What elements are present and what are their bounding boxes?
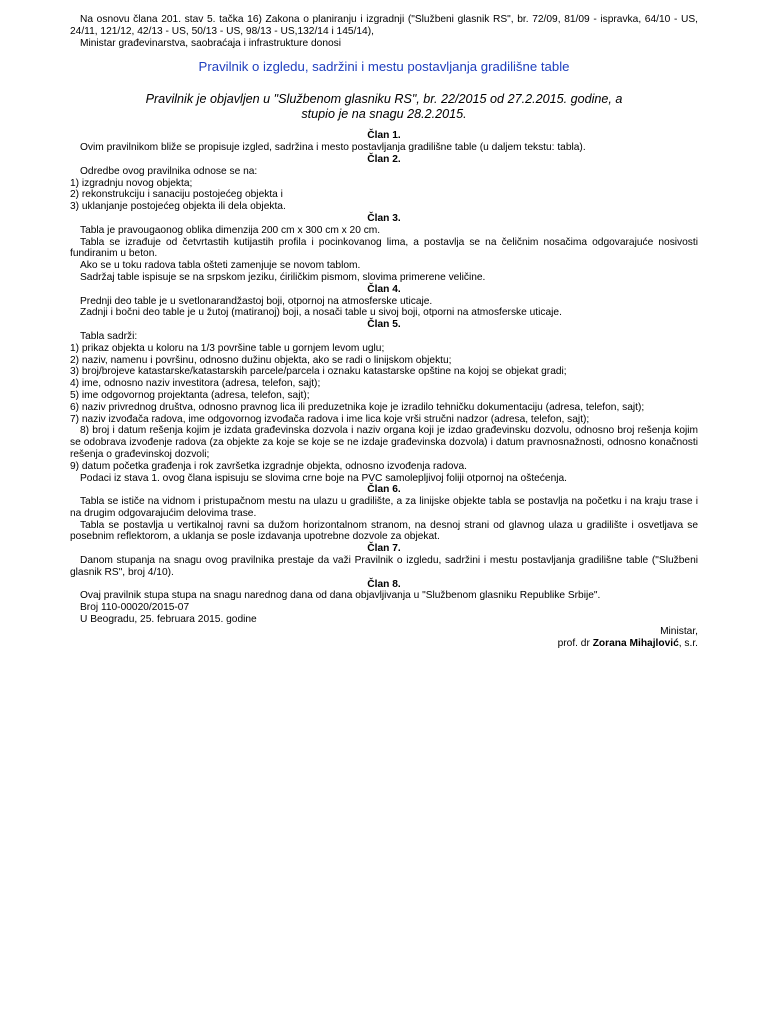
article-paragraph: 2) naziv, namenu i površinu, odnosno dužinu objekta, ako se radi o linijskom objektu; [70,354,452,366]
article-paragraph: Broj 110-00020/2015-07 [80,602,190,614]
article-paragraph: Zadnji i bočni deo table je u žutoj (matiranoj) boji, a nosači table u sivoj boji, otporni na atmosferske uticaje. [80,307,562,319]
article-paragraph: 8) broj i datum rešenja kojim je izdata građevinska dozvola i naziv organa koji je izdao građevinsku dozvolu, odnosno broj rešenja kojim se odobrava izvođenje radova (za objekte za koje se koje se ne izdaje građevinska dozvola) i datum pravnosnažnosti, odnosno konačnosti rešenja o građevinskoj dozvoli; [70,425,698,460]
preamble-legal-basis: Na osnovu člana 201. stav 5. tačka 16) Zakona o planiranju i izgradnji ("Službeni glasnik RS", br. 72/09, 81/09 - ispravka, 64/10 - US, 24/11, 121/12, 42/13 - US, 50/13 - US, 98/13 - US,132/14 i 145/14), [70,14,698,37]
document-body [70,14,698,649]
article-paragraph: 3) broj/brojeve katastarske/katastarskih parcele/parcela i oznaku katastarske opštine na kojoj se objekat gradi; [70,366,567,378]
article-paragraph: Ovim pravilnikom bliže se propisuje izgled, sadržina i mesto postavljanja gradilišne table (u daljem tekstu: tabla). [80,142,586,154]
article-paragraph: U Beogradu, 25. februara 2015. godine [80,614,257,626]
publication-note: Pravilnik je objavljen u "Službenom glasniku RS", br. 22/2015 od 27.2.2015. godine, a stupio je na snagu 28.2.2015. [145,92,623,122]
article-paragraph: Sadržaj table ispisuje se na srpskom jeziku, ćiriličkim pismom, slovima primerene veličine. [80,271,486,283]
article-paragraph: Tabla se ističe na vidnom i pristupačnom mestu na ulazu u gradilište, a za linijske objekte tabla se postavlja na početku i na kraju trase i na drugim odgovarajućim delovima trase. [70,496,698,519]
article-heading: Član 2. [367,153,401,165]
article-paragraph: Odredbe ovog pravilnika odnose se na: [80,165,258,177]
signature-prefix: prof. dr [557,637,593,649]
article-heading: Član 3. [367,212,401,224]
article-heading: Član 1. [367,130,401,142]
articles-container [70,130,698,625]
article-heading: Član 5. [367,319,401,331]
preamble-issuer: Ministar građevinarstva, saobraćaja i infrastrukture donosi [80,37,342,49]
signature-name: Zorana Mihajlović [592,637,679,649]
article-paragraph: 3) uklanjanje postojećeg objekta ili dela objekta. [70,201,286,213]
document-title: Pravilnik o izgledu, sadržini i mestu postavljanja gradilišne table [198,59,570,75]
article-paragraph: Podaci iz stava 1. ovog člana ispisuju se slovima crne boje na PVC samolepljivoj foliji otpornoj na oštećenja. [80,472,567,484]
article-paragraph: 2) rekonstrukciju i sanaciju postojećeg objekta i [70,189,283,201]
article-paragraph: Ako se u toku radova tabla ošteti zamenjuje se novom tablom. [80,260,361,272]
article-paragraph: Danom stupanja na snagu ovog pravilnika prestaje da važi Pravilnik o izgledu, sadržini i mestu postavljanja gradilišne table ("Službeni glasnik RS", broj 4/10). [70,555,698,578]
article-paragraph: 7) naziv izvođača radova, ime odgovornog izvođača radova i ime lica koje vrši stručni nadzor (adresa, telefon, sajt); [70,413,590,425]
article-paragraph: 1) prikaz objekta u koloru na 1/3 površine table u gornjem levom uglu; [70,342,385,354]
signature-line [70,638,698,650]
article-paragraph: Ovaj pravilnik stupa stupa na snagu narednog dana od dana objavljivanja u "Službenom glasniku Republike Srbije". [80,590,601,602]
article-paragraph: Tabla sadrži: [80,330,138,342]
article-paragraph: 4) ime, odnosno naziv investitora (adresa, telefon, sajt); [70,378,321,390]
article-paragraph: Tabla se postavlja u vertikalnoj ravni sa dužom horizontalnom stranom, na desnoj strani od glavnog ulaza u gradilište i osvetljava se posebnim reflektorom, a uklanja se posle izdavanja upotrebne dozvole za objekat. [70,519,698,543]
article-paragraph: 1) izgradnju novog objekta; [70,177,193,189]
article-paragraph: 5) ime odgovornog projektanta (adresa, telefon, sajt); [70,389,310,401]
article-heading: Član 6. [367,484,401,496]
article-paragraph: Tabla se izrađuje od četvrtastih kutijastih profila i pocinkovanog lima, a postavlja se na čeličnim nosačima odgovarajuće nosivosti fundiranim u beton. [70,236,698,260]
article-paragraph: Tabla je pravougaonog oblika dimenzija 200 cm x 300 cm x 20 cm. [80,224,381,236]
signature-suffix: , s.r. [678,637,698,649]
article-paragraph: 9) datum početka građenja i rok završetka izgradnje objekta, odnosno izvođenja radova. [70,460,467,472]
article-heading: Član 7. [367,543,401,555]
article-heading: Član 8. [367,578,401,590]
article-heading: Član 4. [367,283,401,295]
article-paragraph: Prednji deo table je u svetlonarandžastoj boji, otpornoj na atmosferske uticaje. [80,295,433,307]
article-paragraph: 6) naziv privrednog društva, odnosno pravnog lica ili preduzetnika koje je izradilo tehničku dokumentaciju (adresa, telefon, sajt); [70,401,645,413]
signature-role: Ministar, [660,625,698,637]
